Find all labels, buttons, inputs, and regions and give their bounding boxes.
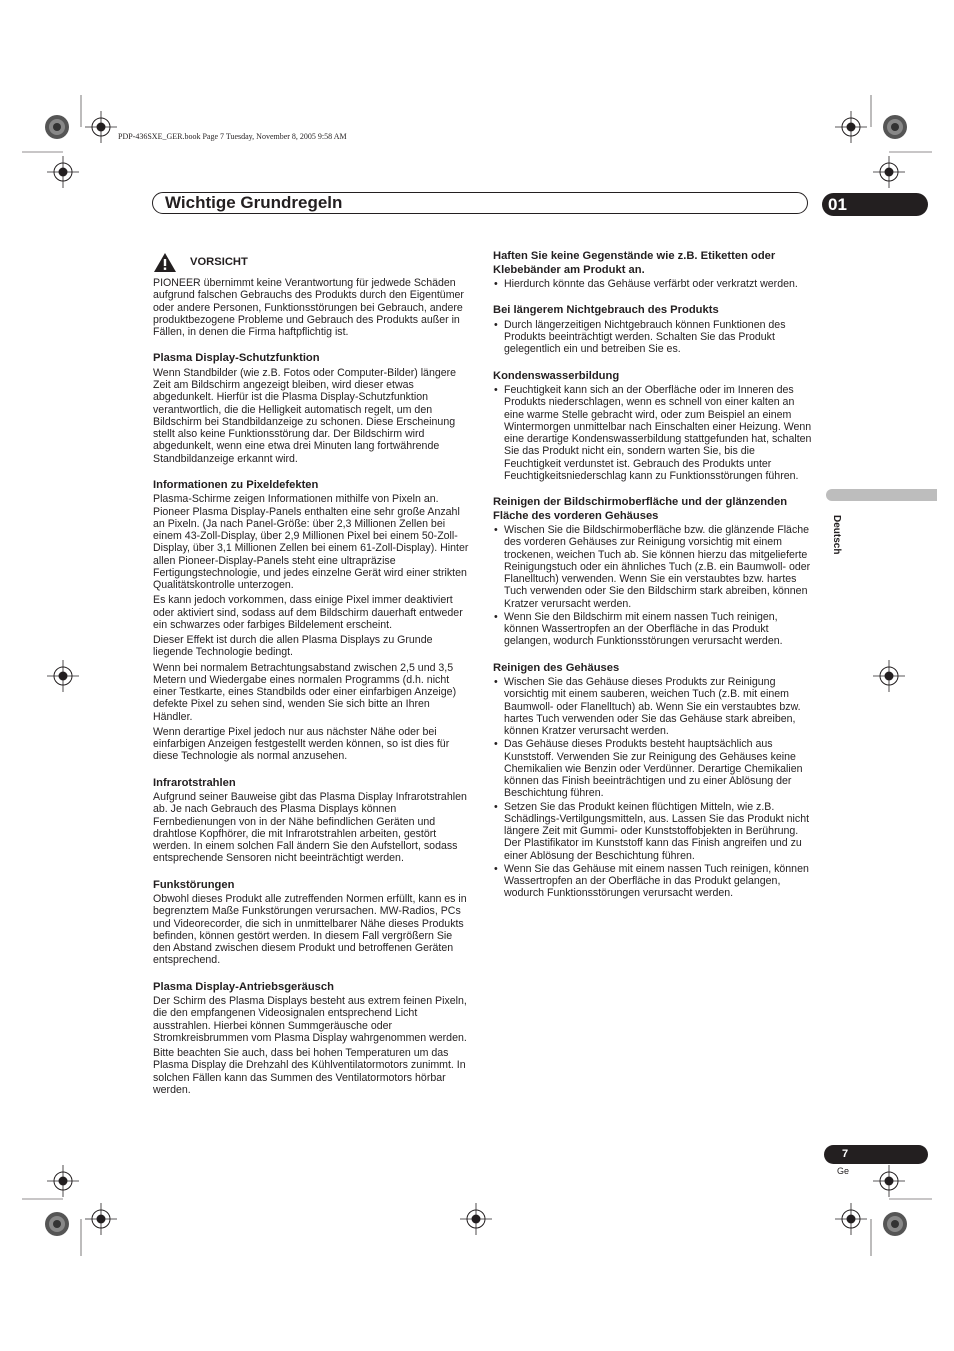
section-kondenswasser bbox=[493, 370, 813, 483]
page-title: Wichtige Grundregeln bbox=[165, 193, 343, 212]
paragraph: Wenn Standbilder (wie z.B. Fotos oder Computer-Bilder) längere Zeit am Bildschirm angezeigt bleiben, wird dieser etwas abgedunkelt. Hierfür ist die Plasma Display-Schutzfunktion verantwortlich, die die Helligkeit automatisch regelt, um den Bildschirm bei Standbildanzeige zu schonen. Diese Erscheinung stellt also keine Funktionsstörung dar. Der Bildschirm wird abgedunkelt, wenn eine etwa drei Minuten lang fortwährende Standbildanzeige erkannt wird. bbox=[153, 366, 457, 465]
list-item: • Wenn Sie den Bildschirm mit einem nassen Tuch reinigen, können Wassertropfen an der Oberfläche in das Produkt gelangen, wodurch Funktionsstörungen verursacht werden. bbox=[493, 611, 813, 648]
section-heading: Haften Sie keine Gegenstände wie z.B. Etiketten oder Klebebänder am Produkt an. bbox=[493, 250, 776, 276]
bullet-list bbox=[493, 384, 813, 482]
section-heading: Plasma Display-Antriebsgeräusch bbox=[153, 980, 334, 993]
left-column bbox=[153, 250, 470, 1110]
list-item: • Feuchtigkeit kann sich an der Oberfläche oder im Inneren des Produkts niederschlagen, wenn es schnell von einer kalten an eine warme Stelle gebracht wird, oder zum Beispiel an einem Wintermorgen unmittelbar nach Einschalten einer Heizung. Wenn eine derartige Kondenswasserbildung stattgefunden hat, schalten Sie das Produkt nicht ein, sondern warten Sie, bis die Feuchtigkeit verdunstet ist. Gebrauch des Produkts unter Feuchtigkeitsniederschlag kann zu Funktionsstörungen führen. bbox=[493, 384, 813, 482]
section-heading: Funkstörungen bbox=[153, 878, 235, 891]
section-heading: Reinigen der Bildschirmoberfläche und der glänzenden Fläche des vorderen Gehäuses bbox=[493, 496, 788, 522]
section-bildschirm-reinigen bbox=[493, 496, 813, 648]
section-heading: Informationen zu Pixeldefekten bbox=[153, 478, 319, 491]
page-title-bar bbox=[152, 192, 808, 214]
bullet-list bbox=[493, 524, 813, 648]
page-language-code: Ge bbox=[837, 1166, 850, 1176]
page-number-tab bbox=[824, 1145, 928, 1164]
file-header: PDP-436SXE_GER.book Page 7 Tuesday, November 8, 2005 9:58 AM bbox=[118, 132, 347, 141]
paragraph: Dieser Effekt ist durch die allen Plasma Displays zu Grunde liegende Technologie bedingt. bbox=[153, 634, 433, 659]
section-heading: Infrarotstrahlen bbox=[153, 776, 236, 789]
list-item: • Wenn Sie das Gehäuse mit einem nassen Tuch reinigen, können Wassertropfen an der Oberfläche in das Produkt gelangen, wodurch Funktionsstörungen verursacht werden. bbox=[493, 863, 813, 900]
section-funkstoerungen bbox=[153, 879, 470, 967]
section-heading: Bei längerem Nichtgebrauch des Produkts bbox=[493, 304, 719, 317]
paragraph: Obwohl dieses Produkt alle zutreffenden Normen erfüllt, kann es in begrenztem Maße Funkstörungen verursachen. MW-Radios, PCs und Videorecorder, die sich in unmittelbarer Nähe dieses Produkts befinden, können gestört werden. In diesem Fall vergrößern Sie den Abstand zwischen diesem Produkt und betroffenen Geräten entsprechend. bbox=[153, 893, 467, 967]
paragraph: Wenn derartige Pixel jedoch nur aus nächster Nähe oder bei einfarbigen Anzeigen festgestellt werden können, so ist dies für diese Technologie als normal anzusehen. bbox=[153, 725, 450, 763]
paragraph: Plasma-Schirme zeigen Informationen mithilfe von Pixeln an. Pioneer Plasma Display-Panels enthalten eine sehr große Anzahl an Pixeln. (Ja nach Panel-Größe: über 2,3 Millionen Zellen bei einem 43-Zoll-Display, über 2,9 Millionen Pixel bei einem 50-Zoll-Display, über 3,1 Millionen Zellen bei einem 61-Zoll-Display). Hinter allen Pioneer-Display-Panels steht eine ultrapräzise Fertigungstechnologie, und jedes einzelne Gerät wird einer strikten Qualitätskontrolle unterzogen. bbox=[153, 493, 469, 591]
language-tab-bar bbox=[826, 489, 937, 501]
right-column bbox=[493, 250, 813, 914]
section-gehaeuse-reinigen bbox=[493, 662, 813, 900]
paragraph: Aufgrund seiner Bauweise gibt das Plasma Display Infrarotstrahlen ab. Je nach Gebrauch des Plasma Displays können Fernbedienungen von in der Nähe befindlichen Geräten und drahtlose Kopfhörer, die mit Infrarotstrahlen arbeiten, gestört werden. In einem solchen Fall ändern Sie den Aufstellort, sodass entsprechende Sensoren nicht beeinträchtigt werden. bbox=[153, 791, 467, 865]
language-label: Deutsch bbox=[831, 515, 842, 555]
list-item: • Hierdurch könnte das Gehäuse verfärbt oder verkratzt werden. bbox=[493, 278, 813, 290]
section-antriebsgeraeusch bbox=[153, 981, 470, 1097]
list-item: • Setzen Sie das Produkt keinen flüchtigen Mitteln, wie z.B. Schädlings-Vertilgungsmitteln, aus. Lassen Sie das Produkt nicht längere Zeit mit Gummi- oder Kunststoffobjekten in Berührung. Der Plastifikator im Kunststoff kann das Finish angreifen und zu einer Ablösung der Beschichtung führen. bbox=[493, 801, 813, 862]
caution-text: PIONEER übernimmt keine Verantwortung für jedwede Schäden aufgrund falschen Gebrauchs des Produkts durch den Eigentümer oder andere Personen, Funktionsstörungen bei Gebrauch, andere produktbezogene Probleme und Gebrauch des Produkts außer in Fällen, in denen die Firma haftpflichtig ist. bbox=[153, 277, 464, 338]
bullet-list bbox=[493, 676, 813, 900]
caution-heading: VORSICHT bbox=[190, 256, 248, 268]
section-heading: Kondenswasserbildung bbox=[493, 369, 620, 382]
section-pixeldefekte bbox=[153, 479, 470, 763]
list-item: • Das Gehäuse dieses Produkts besteht hauptsächlich aus Kunststoff. Verwenden Sie zur Reinigung des Gehäuses keine Chemikalien wie Benzin oder Verdünner. Derartige Chemikalien können das Finish beeinträchtigen und zu einer Ablösung der Beschichtung führen. bbox=[493, 738, 813, 799]
caution-header bbox=[153, 250, 470, 272]
paragraph: Der Schirm des Plasma Displays besteht aus extrem feinen Pixeln, die den empfangenen Videosignalen entsprechend Licht ausstrahlen. Hierbei können Summgeräusche oder Stromkreisbrummen vom Plasma Display wahrgenommen werden. bbox=[153, 995, 467, 1044]
section-etiketten bbox=[493, 250, 813, 290]
list-item: • Wischen Sie das Gehäuse dieses Produkts zur Reinigung vorsichtig mit einem sauberen, weichen Tuch (z.B. mit einem Baumwoll- oder Flanelltuch) ab. Wenn Sie ein verstaubtes bzw. hartes Tuch verwenden oder Sie das Gehäuse stark abreiben, können Kratzer verursacht werden. bbox=[493, 676, 813, 737]
chapter-number: 01 bbox=[828, 195, 847, 214]
section-schutzfunktion bbox=[153, 352, 470, 465]
bullet-list bbox=[493, 278, 813, 290]
section-infrarot bbox=[153, 777, 470, 865]
paragraph: Es kann jedoch vorkommen, dass einige Pixel immer deaktiviert oder aktiviert sind, sodass auf dem Bildschirm dauerhaft entweder ein schwarzes oder farbiges Bildelement erscheint. bbox=[153, 594, 463, 631]
page-number: 7 bbox=[842, 1148, 849, 1160]
paragraph: Wenn bei normalem Betrachtungsabstand zwischen 2,5 und 3,5 Metern und Wiedergabe eines normalen Programms (d.h. nicht einer Testkarte, eines Standbilds oder einer einfarbigen Anzeige) defekte Pixel zu sehen sind, wenden Sie sich bitte an Ihren Händler. bbox=[153, 661, 457, 723]
section-heading: Reinigen des Gehäuses bbox=[493, 661, 620, 674]
paragraph: Bitte beachten Sie auch, dass bei hohen Temperaturen um das Plasma Display die Drehzahl des Kühlventilatormotors zunimmt. In solchen Fällen kann das Summen des Ventilatormotors hörbar werden. bbox=[153, 1047, 466, 1096]
section-heading: Plasma Display-Schutzfunktion bbox=[153, 352, 320, 365]
warning-triangle-icon bbox=[153, 252, 177, 273]
section-nichtgebrauch bbox=[493, 304, 813, 355]
list-item: • Durch längerzeitigen Nichtgebrauch können Funktionen des Produkts beeinträchtigt werden. Schalten Sie das Produkt gelegentlich ein und betreiben Sie es. bbox=[493, 319, 813, 356]
bullet-list bbox=[493, 319, 813, 356]
list-item: • Wischen Sie die Bildschirmoberfläche bzw. die glänzende Fläche des vorderen Gehäuses zur Reinigung vorsichtig mit einem trockenen, weichen Tuch ab. Sie können hierzu das mitgelieferte Reinigungstuch oder ein ähnliches Tuch (z.B. ein Baumwoll- oder Flanelltuch) verwenden. Wenn Sie ein verstaubtes bzw. hartes Tuch verwenden oder Sie den Bildschirm stark abreiben, können Kratzer verursacht werden. bbox=[493, 524, 813, 610]
chapter-tab bbox=[822, 193, 928, 216]
